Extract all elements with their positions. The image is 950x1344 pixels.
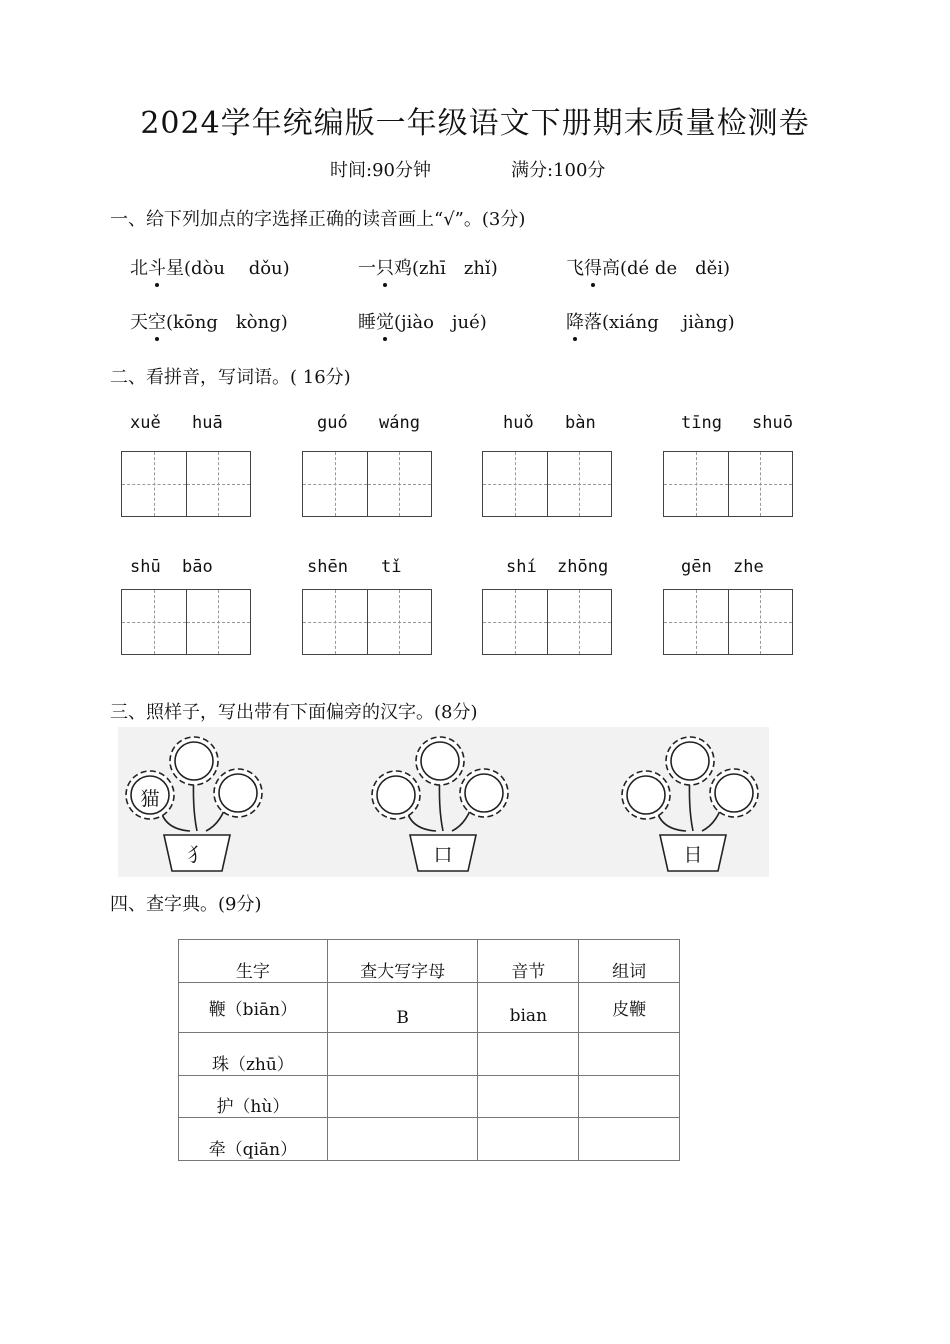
pinyin: huǒ <box>503 413 534 433</box>
word-cell[interactable] <box>579 1033 680 1076</box>
q1-item: 北斗星(dòu dǒu) <box>130 254 290 280</box>
pinyin: zhe <box>733 557 764 577</box>
syllable-cell[interactable] <box>478 1076 579 1118</box>
writing-grid[interactable] <box>663 589 793 655</box>
table-row <box>179 1118 680 1161</box>
table-header: 音节 <box>478 940 579 983</box>
pinyin: gēn <box>681 557 712 577</box>
pinyin: shū <box>130 557 161 577</box>
section-1-heading: 一、给下列加点的字选择正确的读音画上“√”。(3分) <box>110 209 526 230</box>
letter-cell[interactable] <box>327 1118 478 1161</box>
syllable-cell[interactable] <box>478 1118 579 1161</box>
dotted-char: 空 <box>148 308 166 334</box>
letter-cell: B <box>327 983 478 1033</box>
writing-grid[interactable] <box>482 451 612 517</box>
dictionary-table <box>178 939 680 1161</box>
table-header: 查大写字母 <box>327 940 478 983</box>
writing-grid[interactable] <box>121 451 251 517</box>
dotted-char: 得 <box>584 254 602 280</box>
pinyin: guó <box>317 413 348 433</box>
pinyin: bàn <box>565 413 596 433</box>
time-limit: 时间:90分钟 <box>330 160 431 181</box>
writing-grid[interactable] <box>302 589 432 655</box>
char-cell: 鞭（biān） <box>179 983 328 1033</box>
char-cell: 牵（qiān） <box>179 1118 328 1161</box>
pinyin: bāo <box>182 557 213 577</box>
section-3-heading: 三、照样子，写出带有下面偏旁的汉字。(8分) <box>110 702 478 723</box>
dotted-char: 只 <box>376 254 394 280</box>
pinyin: tǐ <box>381 557 402 577</box>
writing-grid[interactable] <box>302 451 432 517</box>
q1-item: 飞得高(dé de děi) <box>566 254 730 280</box>
letter-cell[interactable] <box>327 1033 478 1076</box>
word-cell[interactable] <box>579 1076 680 1118</box>
writing-grid[interactable] <box>482 589 612 655</box>
char-cell: 珠（zhū） <box>179 1033 328 1076</box>
writing-grid[interactable] <box>121 589 251 655</box>
section-4-heading: 四、查字典。(9分) <box>110 894 262 915</box>
q1-item: 降落(xiáng jiàng) <box>566 308 735 334</box>
writing-grid[interactable] <box>663 451 793 517</box>
pinyin: shí <box>506 557 537 577</box>
word-cell[interactable] <box>579 1118 680 1161</box>
table-row <box>179 1076 680 1118</box>
table-header-row <box>179 940 680 983</box>
dotted-char: 降 <box>566 308 584 334</box>
char-cell: 护（hù） <box>179 1076 328 1118</box>
syllable-cell[interactable] <box>478 1033 579 1076</box>
table-row <box>179 983 680 1033</box>
table-row <box>179 1033 680 1076</box>
dotted-char: 斗 <box>148 254 166 280</box>
syllable-cell: bian <box>478 983 579 1033</box>
table-header: 生字 <box>179 940 328 983</box>
section-2-heading: 二、看拼音，写词语。( 16分) <box>110 367 351 388</box>
table-header: 组词 <box>579 940 680 983</box>
letter-cell[interactable] <box>327 1076 478 1118</box>
pinyin: shēn <box>307 557 348 577</box>
pinyin: xuě <box>130 413 161 433</box>
pinyin: wáng <box>379 413 420 433</box>
dotted-char: 觉 <box>376 308 394 334</box>
pinyin: shuō <box>752 413 793 433</box>
q1-item: 睡觉(jiào jué) <box>358 308 487 334</box>
word-cell: 皮鞭 <box>579 983 680 1033</box>
pinyin: zhōng <box>557 557 609 577</box>
pinyin: huā <box>192 413 223 433</box>
q1-item: 天空(kōng kòng) <box>130 308 288 334</box>
q1-item: 一只鸡(zhī zhǐ) <box>358 254 498 280</box>
page-title: 2024学年统编版一年级语文下册期末质量检测卷 <box>140 106 810 141</box>
radical: 犭 <box>187 844 207 866</box>
example-char: 猫 <box>140 788 160 810</box>
pinyin: tīng <box>681 413 722 433</box>
radical: 口 <box>433 844 453 866</box>
full-score: 满分:100分 <box>511 160 606 181</box>
radical: 日 <box>683 844 703 866</box>
